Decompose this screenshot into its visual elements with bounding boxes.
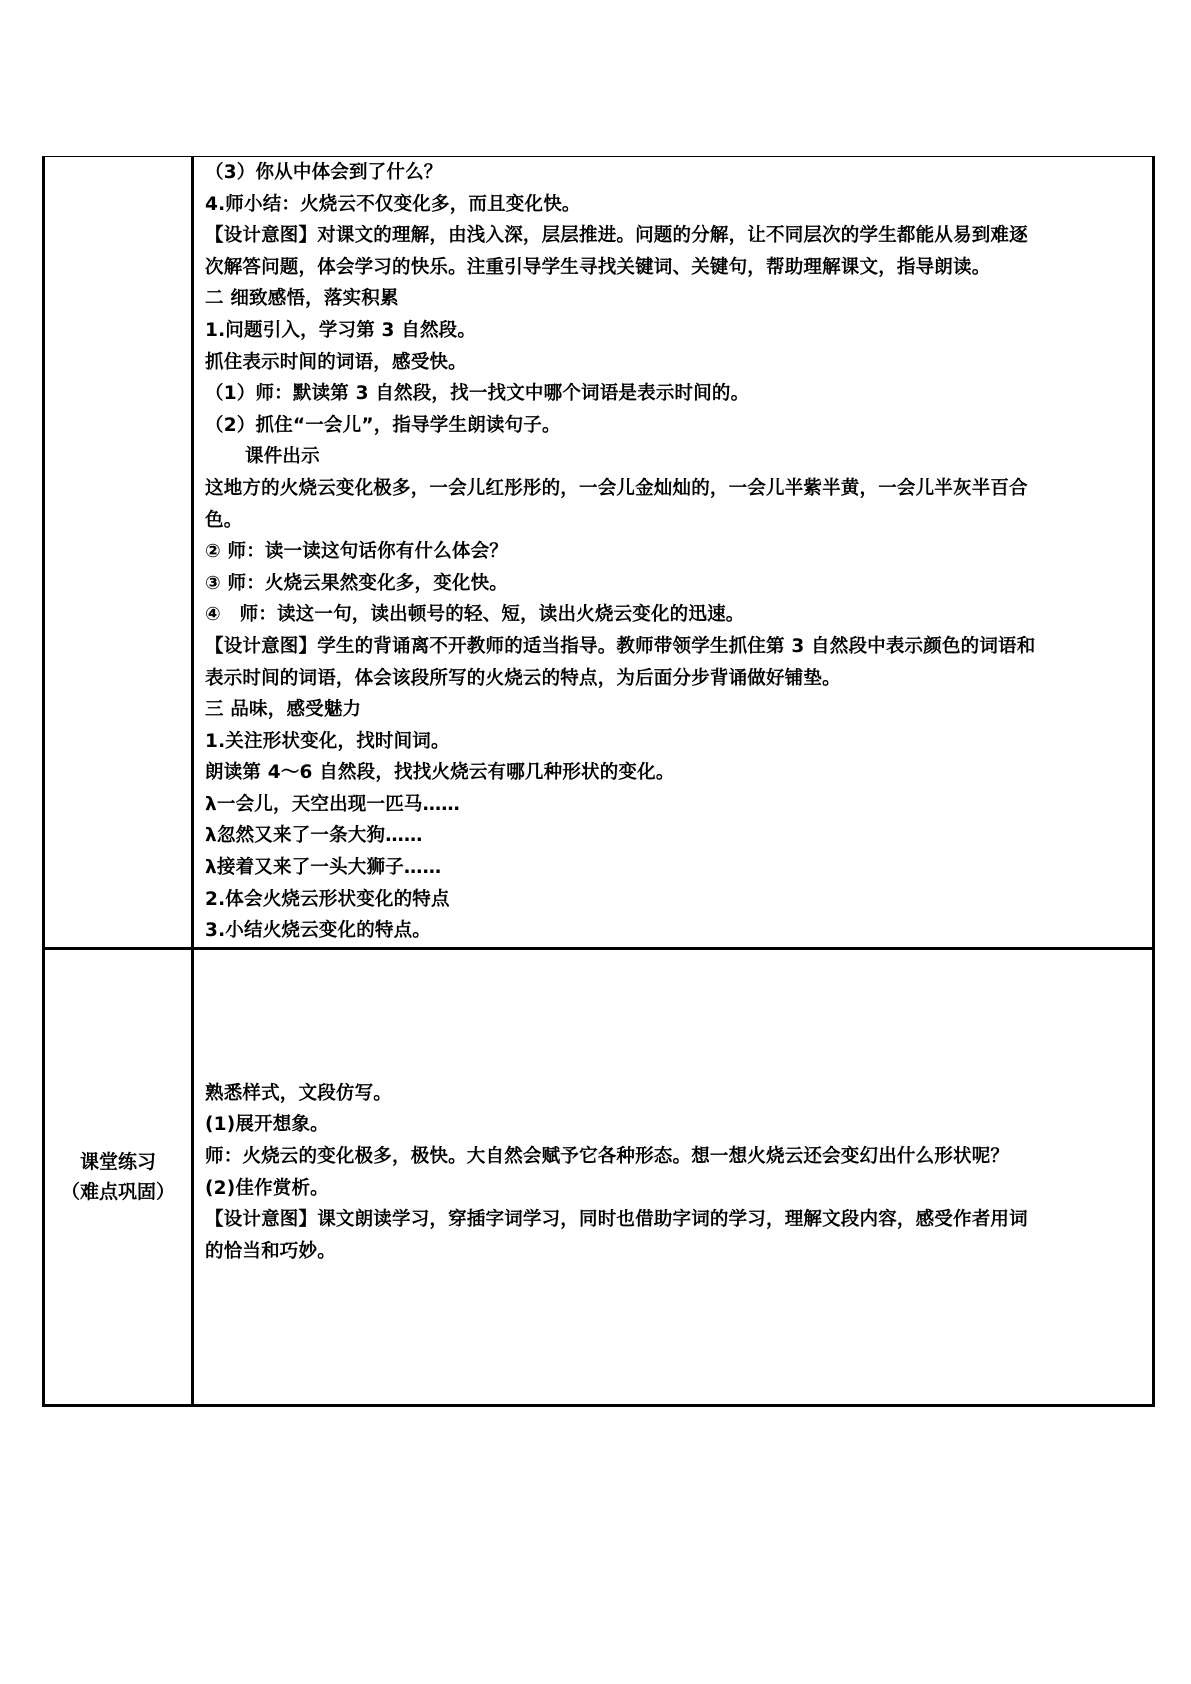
text-line: （1）师：默读第 3 自然段，找一找文中哪个词语是表示时间的。	[205, 383, 750, 405]
text-line: ② 师：读一读这句话你有什么体会？	[205, 541, 509, 563]
text-line: 【设计意图】课文朗读学习，穿插字词学习，同时也借助字词的学习，理解文段内容，感受作者用词	[205, 1209, 1028, 1231]
text-line: （3）你从中体会到了什么？	[205, 162, 443, 183]
lesson-plan-table	[42, 156, 1155, 1407]
text-line: 1.关注形状变化，找时间词。	[205, 730, 450, 752]
text-line: 的恰当和巧妙。	[205, 1240, 336, 1262]
text-line: 课件出示	[245, 446, 320, 468]
text-line: 【设计意图】学生的背诵离不开教师的适当指导。教师带领学生抓住第 3 自然段中表示颜色的词语和	[205, 635, 1036, 657]
text-line: 【设计意图】对课文的理解，由浅入深，层层推进。问题的分解，让不同层次的学生都能从易到难逐	[205, 225, 1028, 247]
text-line: 3.小结火烧云变化的特点。	[205, 920, 432, 942]
class-exercise-row	[44, 948, 1154, 1405]
text-line: （2）抓住“一会儿”，指导学生朗读句子。	[205, 414, 561, 436]
text-line: 4.师小结：火烧云不仅变化多，而且变化快。	[205, 193, 581, 215]
text-line: 朗读第 4～6 自然段，找找火烧云有哪几种形状的变化。	[205, 762, 675, 784]
teaching-process-content	[193, 157, 1154, 949]
list-item: λ忽然又来了一条大狗……	[205, 825, 423, 847]
text-line: 抓住表示时间的词语，感受快。	[205, 351, 467, 373]
section-heading: 二 细致感悟，落实积累	[205, 288, 399, 310]
text-line: 这地方的火烧云变化极多，一会儿红彤彤的，一会儿金灿灿的，一会儿半紫半黄，一会儿半灰半百合	[205, 477, 1028, 499]
text-line: 熟悉样式，文段仿写。	[205, 1082, 393, 1104]
text-line: (2)佳作赏析。	[205, 1177, 329, 1199]
empty-label-cell	[44, 157, 193, 949]
text-line: ③ 师：火烧云果然变化多，变化快。	[205, 572, 509, 594]
text-line: (1)展开想象。	[205, 1114, 329, 1136]
list-item: λ接着又来了一头大狮子……	[205, 857, 442, 879]
text-line: ④ 师：读这一句，读出顿号的轻、短，读出火烧云变化的迅速。	[205, 604, 745, 626]
text-line: 表示时间的词语，体会该段所写的火烧云的特点，为后面分步背诵做好铺垫。	[205, 667, 841, 689]
row-label: 课堂练习	[79, 1150, 156, 1173]
text-line: 色。	[205, 509, 243, 531]
text-line: 1.问题引入，学习第 3 自然段。	[205, 319, 477, 341]
text-line: 2.体会火烧云形状变化的特点	[205, 888, 450, 910]
list-item: λ一会儿，天空出现一匹马……	[205, 793, 461, 815]
text-line: 师：火烧云的变化极多，极快。大自然会赋予它各种形态。想一想火烧云还会变幻出什么形状呢？	[205, 1146, 1010, 1168]
section-heading: 三 品味，感受魅力	[205, 699, 362, 721]
text-line: 次解答问题，体会学习的快乐。注重引导学生寻找关键词、关键句，帮助理解课文，指导朗读。	[205, 256, 991, 278]
row-sublabel: （难点巩固）	[60, 1180, 175, 1203]
class-exercise-label-cell	[44, 948, 193, 1405]
class-exercise-content	[193, 948, 1154, 1405]
teaching-process-row	[44, 157, 1154, 949]
